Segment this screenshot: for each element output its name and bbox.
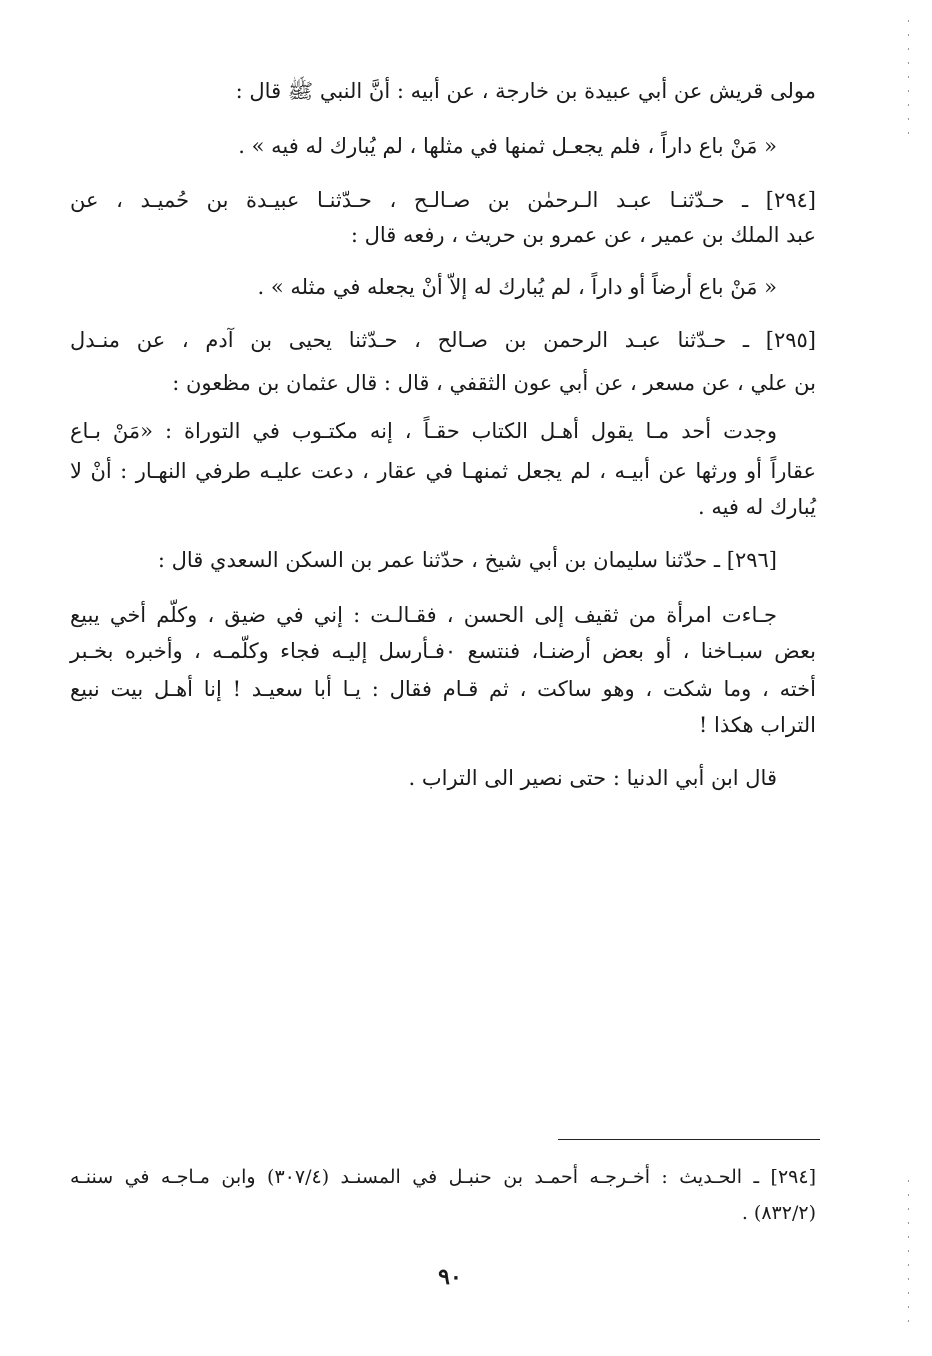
text-line: بعض سبـاخنا ، أو بعض أرضنـا، فنتسع ٠فـأرسل إليـه فجاء وكلّمـه ، وأخبره بخـبر bbox=[70, 639, 816, 663]
text-line: « مَنْ باع أرضاً أو داراً ، لم يُبارك له إلاّ أنْ يجعله في مثله » . bbox=[257, 275, 777, 299]
text-line: جـاءت امرأة من ثقيف إلى الحسن ، فقـالـت : إني في ضيق ، وكلّم أخي يبيع bbox=[70, 603, 777, 627]
hadith-294-heading: [٢٩٤] ـ حـدّثنـا عبـد الـرحمٰن بن صـالـح ، حـدّثنـا عبيـدة بن حُميـد ، عن bbox=[70, 188, 816, 212]
footnote-line: [٢٩٤] ـ الحـديث : أخـرجـه أحمـد بن حنبـل في المسنـد (٣٠٧/٤) وابن مـاجـه في سننـه bbox=[70, 1166, 816, 1188]
scan-margin-artifact bbox=[908, 20, 909, 140]
text-line: يُبارك له فيه . bbox=[697, 495, 816, 519]
footnote-separator bbox=[558, 1139, 820, 1140]
text-line: عبد الملك بن عمير ، عن عمرو بن حريث ، رفعه قال : bbox=[350, 223, 816, 247]
text-line: وجدت أحد مـا يقول أهـل الكتاب حقـاً ، إنه مكتـوب في التوراة : «مَنْ بـاع bbox=[70, 419, 777, 443]
text-line: أخته ، وما شكت ، وهو ساكت ، ثم قـام فقال : يـا أبا سعيـد ! إنا أهـل بيت نبيع bbox=[70, 677, 816, 701]
hadith-295-heading: [٢٩٥] ـ حـدّثنا عبـد الرحمن بن صـالح ، حـدّثنا يحيى بن آدم ، عن منـدل bbox=[70, 328, 816, 352]
hadith-296-heading: [٢٩٦] ـ حدّثنا سليمان بن أبي شيخ ، حدّثنا عمر بن السكن السعدي قال : bbox=[157, 548, 777, 572]
text-line: قال ابن أبي الدنيا : حتى نصير الى التراب . bbox=[408, 766, 777, 790]
text-line: مولى قريش عن أبي عبيدة بن خارجة ، عن أبيه : أنَّ النبي ﷺ قال : bbox=[235, 79, 816, 103]
text-line: بن علي ، عن مسعر ، عن أبي عون الثقفي ، قال : قال عثمان بن مظعون : bbox=[172, 371, 816, 395]
footnote-line: (٨٣٢/٢) . bbox=[741, 1202, 816, 1224]
page-number: ٩٠ bbox=[438, 1264, 462, 1290]
scan-margin-artifact bbox=[908, 1180, 909, 1330]
text-line: عقاراً أو ورثها عن أبيـه ، لم يجعل ثمنهـا في عقار ، دعت عليـه طرفي النهـار : أنْ لا bbox=[70, 459, 816, 483]
text-line: التراب هكذا ! bbox=[698, 713, 816, 737]
text-line: « مَنْ باع داراً ، فلم يجعـل ثمنها في مثلها ، لم يُبارك له فيه » . bbox=[238, 134, 777, 158]
